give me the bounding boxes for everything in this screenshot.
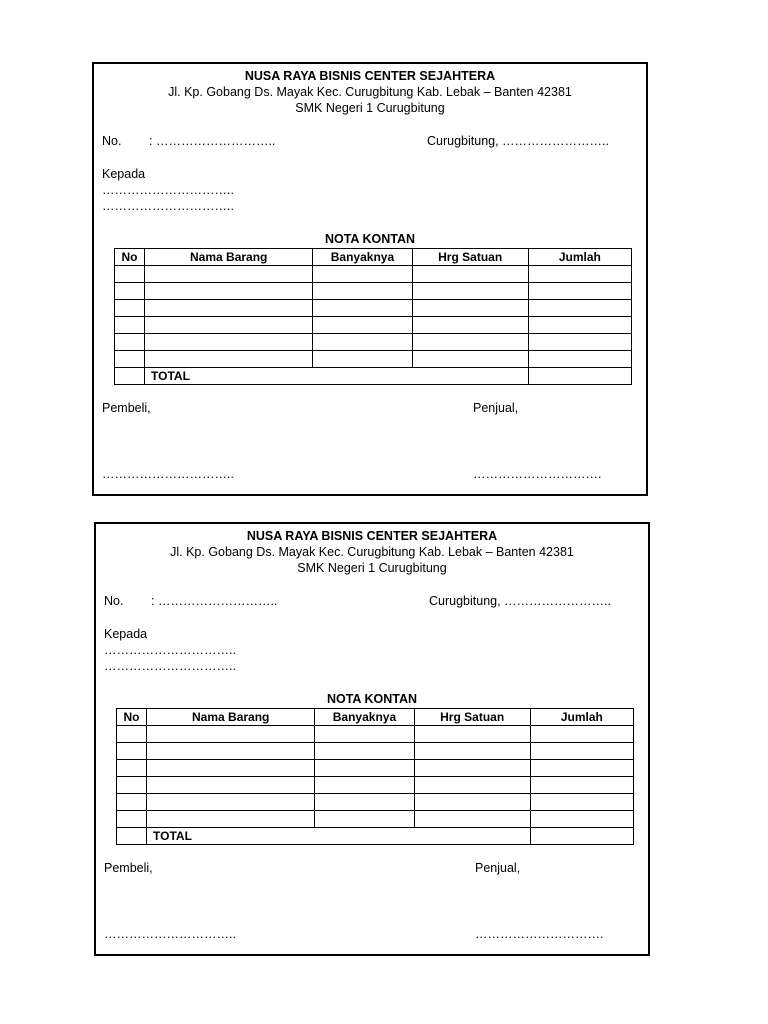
no-value: : ……………………….. — [149, 134, 276, 148]
nota-form — [94, 522, 650, 956]
table-row — [117, 777, 634, 794]
column-header: No — [117, 709, 147, 726]
company-name: NUSA RAYA BISNIS CENTER SEJAHTERA — [244, 69, 496, 83]
no-label: No. — [104, 594, 124, 608]
buyer-signature-line: ………………………….. — [102, 467, 234, 481]
seller-signature-line: …………………………. — [475, 927, 604, 941]
items-table — [114, 248, 632, 385]
nota-title: NOTA KONTAN — [326, 692, 418, 706]
table-row — [115, 300, 632, 317]
table-header-row — [115, 249, 632, 266]
kepada-line: ………………………….. — [104, 643, 236, 657]
column-header: Banyaknya — [313, 249, 412, 266]
total-label: TOTAL — [145, 368, 529, 385]
column-header: No — [115, 249, 145, 266]
column-header: Nama Barang — [145, 249, 313, 266]
table-row — [115, 351, 632, 368]
table-header-row — [117, 709, 634, 726]
kepada-line: ………………………….. — [104, 659, 236, 673]
total-label: TOTAL — [147, 828, 531, 845]
table-row — [117, 794, 634, 811]
seller-label: Penjual, — [473, 401, 519, 415]
table-row — [117, 811, 634, 828]
table-row — [115, 283, 632, 300]
column-header: Jumlah — [530, 709, 633, 726]
buyer-label: Pembeli, — [102, 401, 151, 415]
items-table — [116, 708, 634, 845]
school-name: SMK Negeri 1 Curugbitung — [295, 101, 445, 115]
column-header: Jumlah — [528, 249, 631, 266]
place-date: Curugbitung, …………………….. — [427, 134, 609, 148]
kepada-line: ………………………….. — [102, 183, 234, 197]
school-name: SMK Negeri 1 Curugbitung — [297, 561, 447, 575]
total-row — [115, 368, 632, 385]
table-row — [117, 726, 634, 743]
company-address: Jl. Kp. Gobang Ds. Mayak Kec. Curugbitung Kab. Lebak – Banten 42381 — [168, 85, 572, 99]
buyer-signature-line: ………………………….. — [104, 927, 236, 941]
table-row — [115, 266, 632, 283]
table-row — [115, 334, 632, 351]
kepada-label: Kepada — [104, 627, 148, 641]
no-value: : ……………………….. — [151, 594, 278, 608]
column-header: Hrg Satuan — [414, 709, 530, 726]
buyer-label: Pembeli, — [104, 861, 153, 875]
company-address: Jl. Kp. Gobang Ds. Mayak Kec. Curugbitung Kab. Lebak – Banten 42381 — [170, 545, 574, 559]
column-header: Nama Barang — [147, 709, 315, 726]
nota-title: NOTA KONTAN — [324, 232, 416, 246]
company-name: NUSA RAYA BISNIS CENTER SEJAHTERA — [246, 529, 498, 543]
nota-form — [92, 62, 648, 496]
table-row — [117, 760, 634, 777]
table-row — [115, 317, 632, 334]
seller-label: Penjual, — [475, 861, 521, 875]
place-date: Curugbitung, …………………….. — [429, 594, 611, 608]
column-header: Banyaknya — [315, 709, 414, 726]
table-row — [117, 743, 634, 760]
kepada-line: ………………………….. — [102, 199, 234, 213]
total-row — [117, 828, 634, 845]
seller-signature-line: …………………………. — [473, 467, 602, 481]
kepada-label: Kepada — [102, 167, 146, 181]
column-header: Hrg Satuan — [412, 249, 528, 266]
no-label: No. — [102, 134, 122, 148]
